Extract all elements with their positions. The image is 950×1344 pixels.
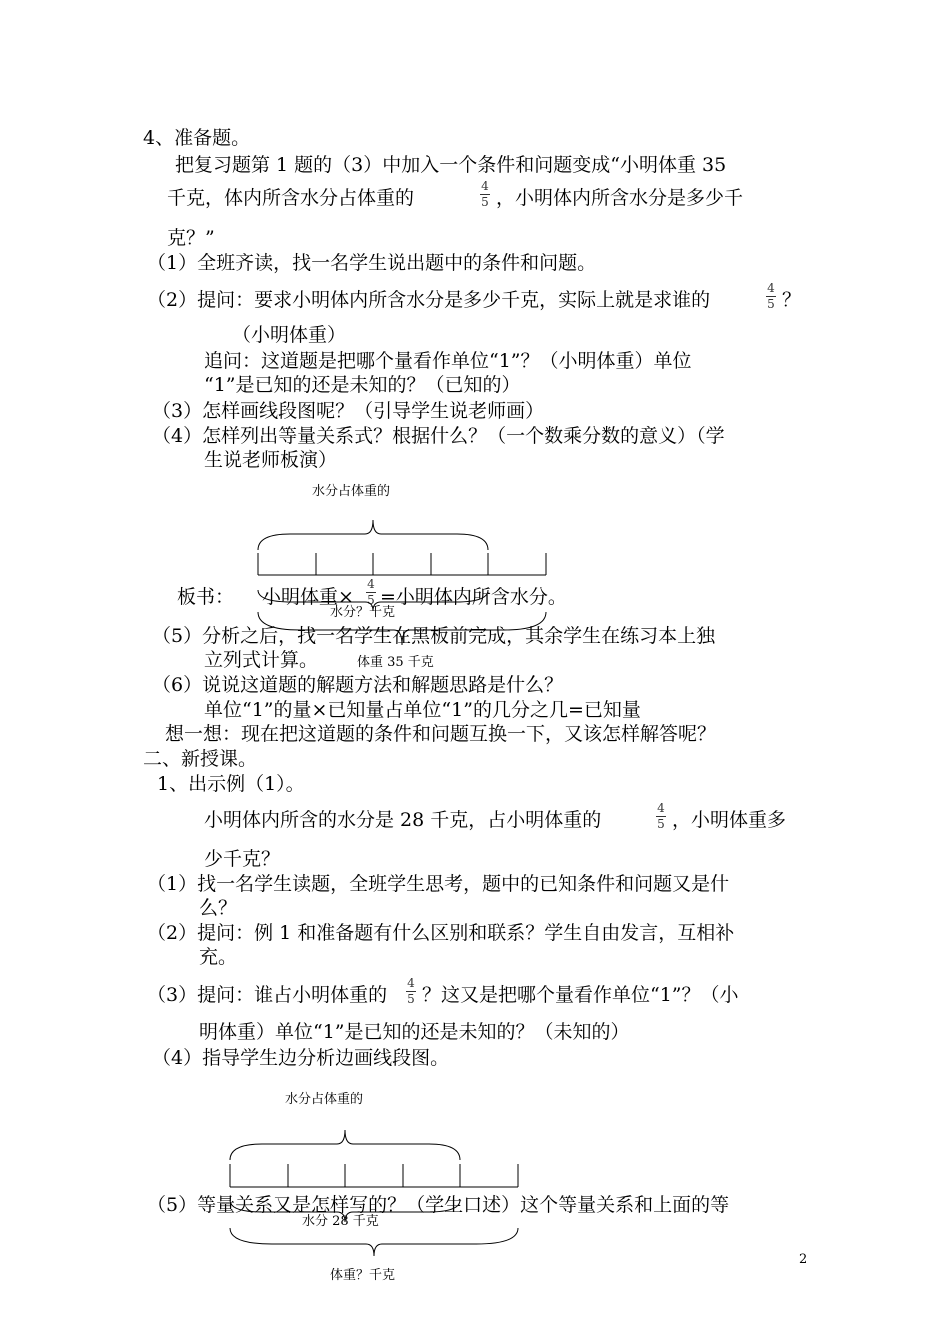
diagram2-top-brace	[230, 1130, 460, 1160]
text-line: （5）分析之后，找一名学生在黑板前完成，其余学生在练习本上独	[152, 625, 716, 647]
diagram2-bottom-brace	[230, 1228, 518, 1256]
text-line: （4）指导学生边分析边画线段图。	[152, 1047, 450, 1069]
diagram1-top-label: 水分占体重的	[312, 484, 391, 499]
heading-prep-question: 4、准备题。	[143, 127, 251, 149]
text-line: 追问：这道题是把哪个量看作单位“1”？（小明体重）单位	[204, 350, 692, 372]
text-line: （5）等量关系又是怎样写的？（学生口述）这个等量关系和上面的等	[147, 1194, 730, 1216]
text-line: 充。	[199, 946, 238, 968]
text-line: 把复习题第 1 题的（3）中加入一个条件和问题变成“小明体重 35	[175, 154, 727, 176]
text-line: “1”是已知的还是未知的？（已知的）	[204, 374, 521, 396]
text-line: 少千克？	[204, 848, 281, 870]
text-line: 1、出示例（1）。	[157, 773, 305, 795]
fraction-four-fifths: 4 5	[657, 801, 665, 831]
text-line: （1）找一名学生读题，全班学生思考，题中的已知条件和问题又是什	[147, 873, 730, 895]
text-line: 想一想：现在把这道题的条件和问题互换一下，又该怎样解答呢？	[165, 723, 717, 745]
diagram2-bottom-label: 体重？千克	[330, 1268, 396, 1283]
diagram1-bottom-brace	[258, 612, 546, 645]
diagram1-mid-brace	[258, 590, 488, 611]
text-line: 克？”	[167, 227, 215, 249]
text-line: （6）说说这道题的解题方法和解题思路是什么？	[152, 674, 564, 696]
text-line: ？	[782, 289, 802, 311]
text-line: （2）提问：例 1 和准备题有什么区别和联系？学生自由发言，互相补	[147, 922, 735, 944]
diagram2-top-label: 水分占体重的	[285, 1092, 364, 1107]
text-line: （1）全班齐读，找一名学生说出题中的条件和问题。	[147, 252, 597, 274]
text-line: （2）提问：要求小明体内所含水分是多少千克，实际上就是求谁的	[147, 289, 711, 311]
diagram1-bottom-label: 体重 35 千克	[357, 655, 434, 670]
fraction-four-fifths: 4 5	[367, 577, 375, 607]
text-line: （4）怎样列出等量关系式？根据什么？（一个数乘分数的意义）（学	[152, 425, 725, 447]
page-number: 2	[799, 1252, 808, 1267]
text-line: 板书：	[177, 586, 235, 608]
fraction-four-fifths: 4 5	[767, 281, 775, 311]
diagram2-mid-brace	[230, 1200, 460, 1222]
text-line: =小明体内所含水分。	[380, 586, 567, 608]
text-line: 明体重）单位“1”是已知的还是未知的？（未知的）	[199, 1021, 630, 1043]
text-line: （小明体重）	[232, 324, 347, 346]
heading-new-lesson: 二、新授课。	[143, 748, 258, 770]
text-line: 生说老师板演）	[204, 449, 338, 471]
text-line: 立列式计算。	[204, 649, 319, 671]
text-line: （3）提问：谁占小明体重的	[147, 984, 388, 1006]
text-line: 小明体内所含的水分是 28 千克，占小明体重的	[204, 809, 602, 831]
text-line: ？这又是把哪个量看作单位“1”？（小	[422, 984, 739, 1006]
fraction-four-fifths: 4 5	[407, 976, 415, 1006]
diagram1-mid-label: 水分？千克	[330, 605, 396, 620]
text-line: （3）怎样画线段图呢？（引导学生说老师画）	[152, 400, 545, 422]
text-line: 单位“1”的量×已知量占单位“1”的几分之几=已知量	[204, 699, 641, 721]
text-line: 千克，体内所含水分占体重的	[167, 187, 415, 209]
diagram2-mid-label: 水分 28 千克	[302, 1214, 379, 1229]
text-line: 小明体重×	[262, 586, 354, 608]
text-line: ，小明体内所含水分是多少千	[496, 187, 744, 209]
text-line: 么？	[199, 897, 238, 919]
fraction-four-fifths: 4 5	[481, 179, 489, 209]
diagram1-top-brace	[258, 520, 488, 550]
text-line: ，小明体重多	[672, 809, 787, 831]
